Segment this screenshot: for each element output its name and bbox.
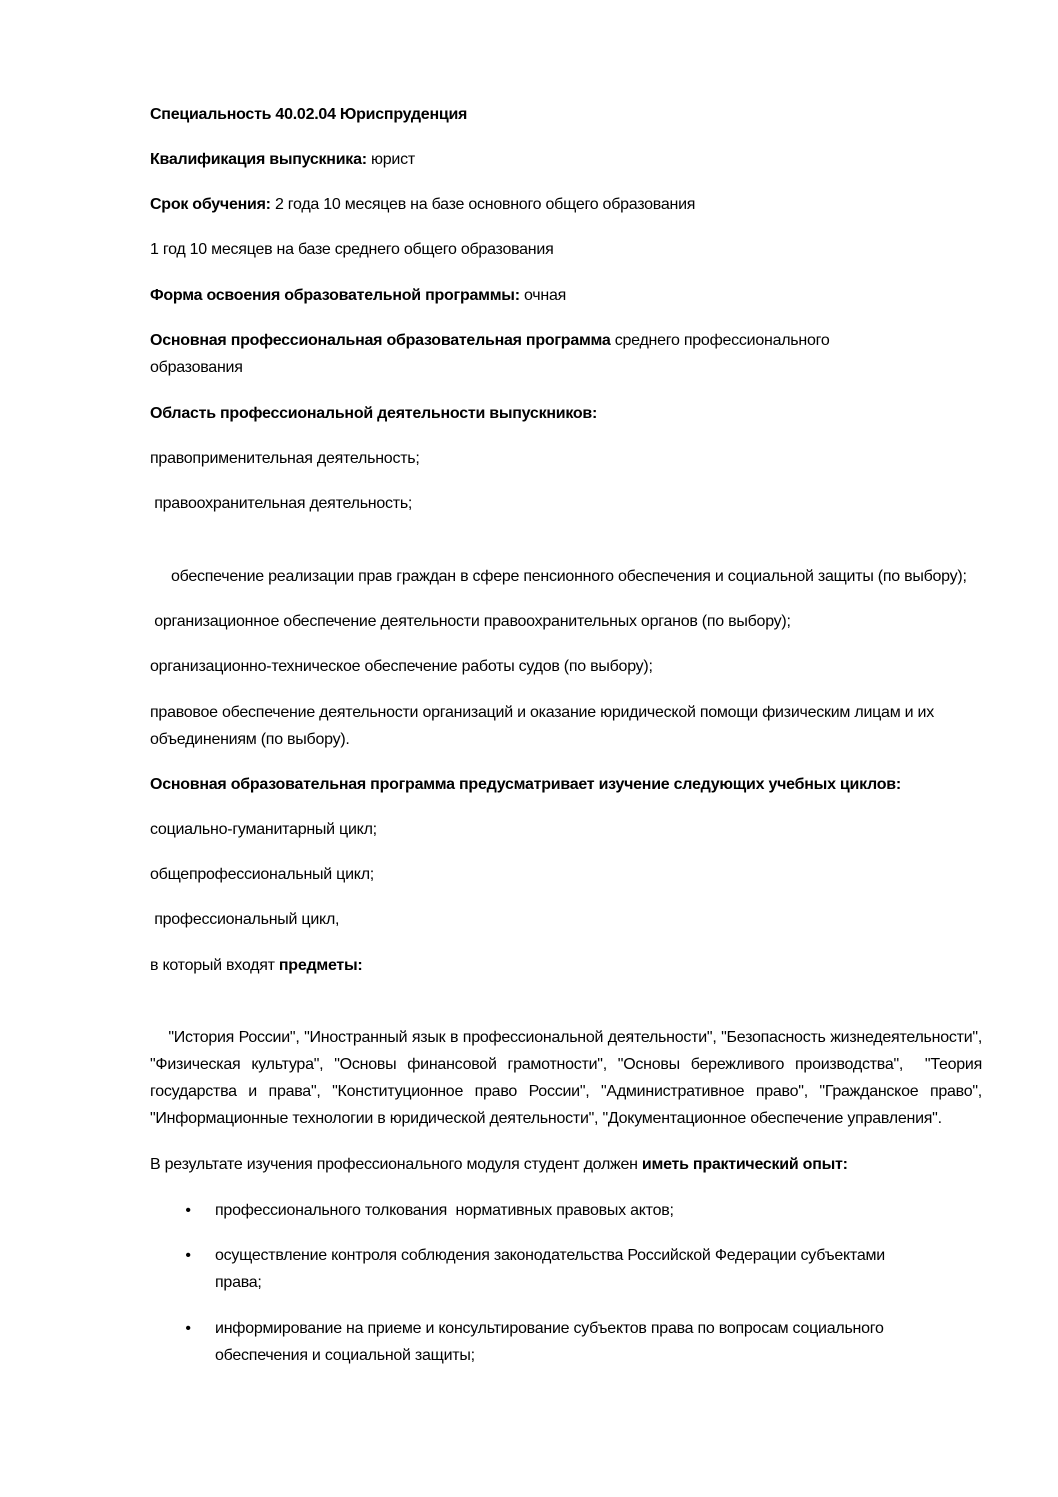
duration-value: 2 года 10 месяцев на базе основного общего образования	[270, 196, 696, 213]
activity-item-text: правоохранительная деятельность;	[150, 495, 413, 512]
activity-area-heading	[150, 401, 597, 427]
program-paragraph	[150, 327, 920, 381]
practical-experience-item-text: осуществление контроля соблюдения законодательства Российской Федерации субъектами права;	[215, 1247, 885, 1291]
cycles-heading	[150, 772, 901, 798]
qualification-value: юрист	[366, 151, 415, 168]
cycles-label: Основная образовательная программа предусматривает изучение следующих учебных циклов:	[150, 776, 901, 793]
activity-item-text: обеспечение реализации прав граждан в сфере пенсионного обеспечения и социальной защиты (по выбору);	[166, 568, 967, 585]
program-value: среднего профессионального образования	[150, 332, 830, 376]
subjects-label: предметы:	[278, 957, 363, 974]
subjects-intro-line	[150, 953, 362, 979]
cycle-item-text: профессиональный цикл,	[150, 911, 340, 928]
activity-area-label: Область профессиональной деятельности выпускников:	[150, 405, 598, 422]
activity-item-text: организационно-техническое обеспечение работы судов (по выбору);	[150, 658, 653, 675]
cycle-item	[150, 907, 339, 933]
activity-item	[150, 654, 653, 680]
practical-experience-label: иметь практический опыт:	[641, 1156, 848, 1173]
activity-item	[150, 699, 972, 753]
practical-experience-intro: В результате изучения профессионального модуля студент должен	[150, 1156, 642, 1173]
program-label: Основная профессиональная образовательная программа	[150, 332, 611, 349]
activity-item	[150, 609, 791, 635]
specialty-heading	[150, 102, 467, 128]
subjects-paragraph	[150, 997, 987, 1159]
cycle-item	[150, 862, 374, 888]
duration-label: Срок обучения:	[150, 196, 271, 213]
study-form-line	[150, 283, 566, 309]
qualification-label: Квалификация выпускника:	[150, 151, 367, 168]
activity-item	[150, 536, 972, 617]
activity-item	[150, 491, 412, 517]
study-form-label: Форма освоения образовательной программы:	[150, 287, 520, 304]
specialty-label: Специальность 40.02.04 Юриспруденция	[150, 106, 468, 123]
duration-line	[150, 192, 695, 218]
activity-item-text: организационное обеспечение деятельности правоохранительных органов (по выбору);	[150, 613, 791, 630]
subjects-intro: в который входят	[150, 957, 279, 974]
cycle-item	[150, 817, 377, 843]
cycle-item-text: общепрофессиональный цикл;	[150, 866, 374, 883]
duration-line-2	[150, 237, 554, 263]
study-form-value: очная	[519, 287, 567, 304]
qualification-line	[150, 147, 415, 173]
practical-experience-item-text: профессионального толкования нормативных правовых актов;	[215, 1202, 674, 1219]
bullet-icon: •	[185, 1247, 191, 1264]
activity-item	[150, 446, 420, 472]
activity-item-text: правовое обеспечение деятельности организаций и оказание юридической помощи физическим лицам и их объединениям (по выбору).	[150, 704, 934, 748]
activity-item-text: правоприменительная деятельность;	[150, 450, 420, 467]
subjects-text: "История России", "Иностранный язык в профессиональной деятельности", "Безопасность жизнедеятельности", "Физическая культура", "Основы финансовой грамотности", "Основы бережливого производства", "Теория государства и права", "Конституционное право России", "Административное право", "Гражданское право", "Информационные технологии в юридической деятельности", "Документационное обеспечение управления".	[150, 1029, 987, 1127]
practical-experience-intro-line	[150, 1152, 848, 1178]
bullet-icon: •	[185, 1320, 191, 1337]
practical-experience-item-text: информирование на приеме и консультирование субъектов права по вопросам социального обеспечения и социальной защиты;	[215, 1320, 884, 1364]
bullet-icon: •	[185, 1202, 191, 1219]
duration-value-2: 1 год 10 месяцев на базе среднего общего образования	[150, 241, 554, 258]
cycle-item-text: социально-гуманитарный цикл;	[150, 821, 377, 838]
